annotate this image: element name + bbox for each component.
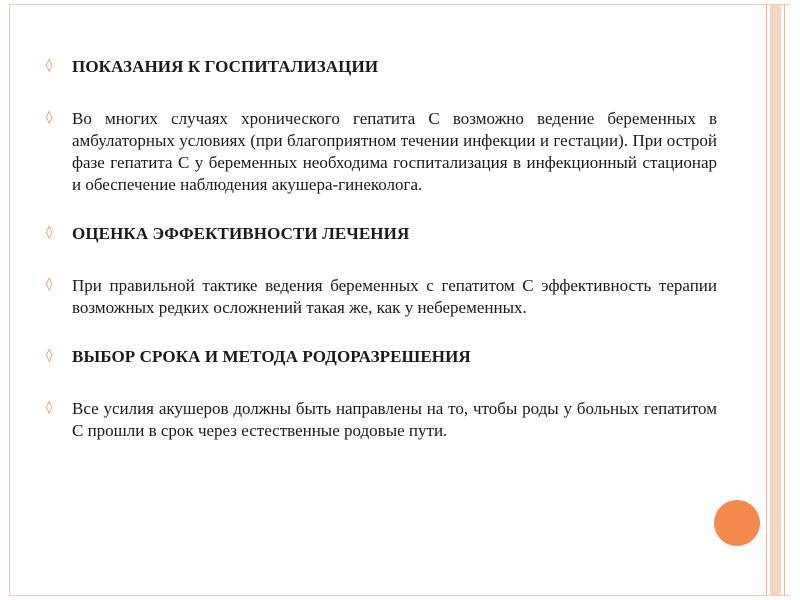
- paragraph-text: Во многих случаях хронического гепатита С возможно ведение беременных в амбулаторных условиях (при благоприятном течении инфекции и гестации). При острой фазе гепатита С у беременных необходима госпитализация в инфекционный стационар и обеспечение наблюдения акушера-гинеколога.: [72, 109, 717, 194]
- heading-text: ВЫБОР СРОКА И МЕТОДА РОДОРАЗРЕШЕНИЯ: [72, 347, 471, 366]
- paragraph-hospitalization: [46, 108, 717, 196]
- heading-treatment-efficacy: [46, 223, 717, 245]
- bullet-icon: ◊: [46, 225, 53, 240]
- heading-text: ПОКАЗАНИЯ К ГОСПИТАЛИЗАЦИИ: [72, 57, 379, 76]
- bullet-icon: ◊: [46, 58, 53, 73]
- bullet-icon: ◊: [46, 400, 53, 415]
- paragraph-treatment-efficacy: [46, 275, 717, 319]
- paragraph-delivery: [46, 398, 717, 442]
- orange-circle-decoration: [714, 500, 760, 546]
- bullet-icon: ◊: [46, 110, 53, 125]
- right-stripe-outer: [784, 4, 785, 596]
- paragraph-text: При правильной тактике ведения беременных с гепатитом С эффективность терапии возможных редких осложнений такая же, как у небеременных.: [72, 276, 717, 317]
- right-band: [770, 4, 781, 596]
- right-stripe-inner: [766, 4, 767, 596]
- bullet-icon: ◊: [46, 348, 53, 363]
- heading-delivery: [46, 346, 717, 368]
- slide-content: [46, 56, 717, 442]
- bullet-icon: ◊: [46, 277, 53, 292]
- heading-text: ОЦЕНКА ЭФФЕКТИВНОСТИ ЛЕЧЕНИЯ: [72, 224, 410, 243]
- heading-hospitalization: [46, 56, 717, 78]
- paragraph-text: Все усилия акушеров должны быть направлены на то, чтобы роды у больных гепатитом С прошли в срок через естественные родовые пути.: [72, 399, 717, 440]
